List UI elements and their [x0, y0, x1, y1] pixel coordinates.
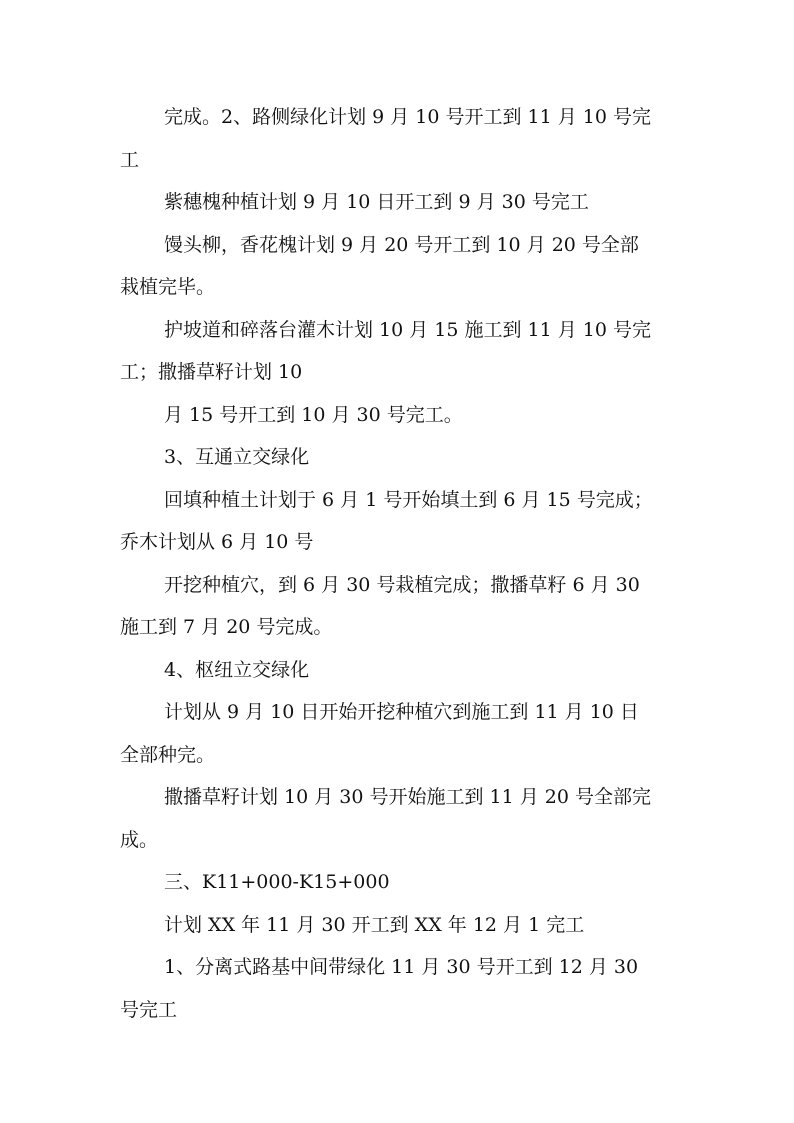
paragraph	[120, 224, 680, 309]
text-line: 开挖种植穴，到 6 月 30 号栽植完成；撒播草籽 6 月 30	[164, 573, 640, 596]
text-line: 撒播草籽计划 10 月 30 号开始施工到 11 月 20 号全部完	[164, 786, 652, 808]
paragraph	[120, 309, 680, 394]
text-line: 4、枢纽立交绿化	[164, 658, 310, 681]
text-line: 馒头柳，香花槐计划 9 月 20 号开工到 10 月 20 号全部	[164, 233, 639, 256]
text-line: 回填种植土计划于 6 月 1 号开始填土到 6 月 15 号完成；	[164, 488, 653, 511]
text-line: 全部种完。	[120, 743, 216, 766]
text-line: 护坡道和碎落台灌木计划 10 月 15 施工到 11 月 10 号完	[164, 318, 652, 341]
paragraph	[120, 776, 680, 861]
text-line: 成。	[120, 828, 159, 851]
text-line: 三、K11+000-K15+000	[164, 871, 390, 893]
document-body	[120, 96, 680, 1031]
paragraph	[120, 691, 680, 776]
text-line: 施工到 7 月 20 号完成。	[120, 616, 333, 638]
text-line: 1、分离式路基中间带绿化 11 月 30 号开工到 12 月 30	[164, 956, 639, 978]
paragraph	[120, 394, 680, 437]
text-line: 号完工	[120, 998, 178, 1021]
text-line: 乔木计划从 6 月 10 号	[120, 531, 314, 553]
paragraph	[120, 479, 680, 564]
text-line: 工；撒播草籽计划 10	[120, 361, 303, 383]
text-line: 栽植完毕。	[120, 276, 216, 298]
paragraph	[120, 181, 680, 224]
text-line: 紫穗槐种植计划 9 月 10 日开工到 9 月 30 号完工	[164, 191, 589, 213]
paragraph	[120, 564, 680, 649]
paragraph	[120, 96, 680, 181]
section-heading	[120, 436, 680, 479]
section-heading	[120, 649, 680, 692]
text-line: 3、互通立交绿化	[164, 446, 310, 468]
text-line: 计划从 9 月 10 日开始开挖种植穴到施工到 11 月 10 日	[164, 701, 639, 723]
text-line: 月 15 号开工到 10 月 30 号完工。	[164, 403, 463, 426]
paragraph	[120, 904, 680, 947]
section-heading	[120, 861, 680, 904]
paragraph	[120, 946, 680, 1031]
text-line: 计划 XX 年 11 月 30 开工到 XX 年 12 月 1 完工	[164, 913, 585, 936]
text-line: 工	[120, 148, 140, 171]
text-line: 完成。2、路侧绿化计划 9 月 10 号开工到 11 月 10 号完	[164, 106, 652, 128]
